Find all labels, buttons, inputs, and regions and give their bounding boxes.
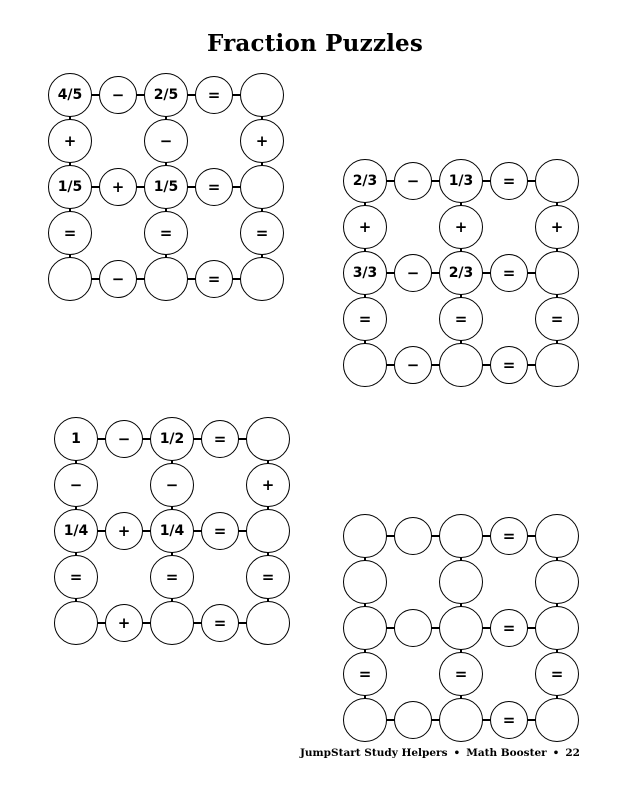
answer-circle[interactable] xyxy=(246,417,290,461)
operator-circle: − xyxy=(99,260,137,298)
operator-circle: = xyxy=(201,604,239,642)
operator-circle: = xyxy=(201,420,239,458)
answer-circle[interactable] xyxy=(535,698,579,742)
answer-circle[interactable] xyxy=(240,73,284,117)
fraction-circle: 1 xyxy=(54,417,98,461)
answer-circle[interactable] xyxy=(144,257,188,301)
fraction-circle: 4/5 xyxy=(48,73,92,117)
fraction-circle: 1/5 xyxy=(144,165,188,209)
operator-circle: − xyxy=(54,463,98,507)
operator-circle: + xyxy=(535,205,579,249)
answer-circle[interactable] xyxy=(439,560,483,604)
operator-circle: + xyxy=(439,205,483,249)
operator-circle: = xyxy=(490,609,528,647)
answer-circle[interactable] xyxy=(343,698,387,742)
operator-circle: + xyxy=(343,205,387,249)
fraction-puzzle-bottom-left xyxy=(54,417,290,645)
operator-circle: = xyxy=(195,260,233,298)
operator-circle: + xyxy=(240,119,284,163)
answer-circle[interactable] xyxy=(439,343,483,387)
operator-circle: − xyxy=(99,76,137,114)
operator-circle: + xyxy=(105,604,143,642)
answer-circle[interactable] xyxy=(394,701,432,739)
footer-book: Math Booster xyxy=(466,747,547,759)
answer-circle[interactable] xyxy=(535,251,579,295)
answer-circle[interactable] xyxy=(54,601,98,645)
operator-circle: = xyxy=(490,162,528,200)
operator-circle: = xyxy=(439,652,483,696)
operator-circle: − xyxy=(394,346,432,384)
operator-circle: − xyxy=(394,162,432,200)
fraction-circle: 2/3 xyxy=(343,159,387,203)
fraction-circle: 1/4 xyxy=(54,509,98,553)
fraction-circle: 3/3 xyxy=(343,251,387,295)
answer-circle[interactable] xyxy=(394,609,432,647)
operator-circle: − xyxy=(105,420,143,458)
footer-series: JumpStart Study Helpers xyxy=(299,747,448,759)
operator-circle: = xyxy=(150,555,194,599)
operator-circle: = xyxy=(490,254,528,292)
fraction-circle: 1/3 xyxy=(439,159,483,203)
operator-circle: = xyxy=(343,652,387,696)
answer-circle[interactable] xyxy=(150,601,194,645)
operator-circle: = xyxy=(240,211,284,255)
page-footer xyxy=(300,747,580,759)
answer-circle[interactable] xyxy=(240,257,284,301)
operator-circle: = xyxy=(490,701,528,739)
footer-separator: • xyxy=(552,747,560,759)
answer-circle[interactable] xyxy=(439,606,483,650)
answer-circle[interactable] xyxy=(343,343,387,387)
answer-circle[interactable] xyxy=(246,509,290,553)
answer-circle[interactable] xyxy=(535,606,579,650)
operator-circle: = xyxy=(54,555,98,599)
operator-circle: − xyxy=(144,119,188,163)
answer-circle[interactable] xyxy=(394,517,432,555)
operator-circle: = xyxy=(48,211,92,255)
fraction-circle: 1/5 xyxy=(48,165,92,209)
operator-circle: − xyxy=(150,463,194,507)
answer-circle[interactable] xyxy=(535,560,579,604)
operator-circle: = xyxy=(195,168,233,206)
operator-circle: = xyxy=(144,211,188,255)
answer-circle[interactable] xyxy=(240,165,284,209)
footer-separator: • xyxy=(453,747,461,759)
operator-circle: − xyxy=(394,254,432,292)
operator-circle: = xyxy=(343,297,387,341)
operator-circle: = xyxy=(439,297,483,341)
footer-page-number: 22 xyxy=(565,747,580,759)
answer-circle[interactable] xyxy=(439,514,483,558)
answer-circle[interactable] xyxy=(343,606,387,650)
fraction-circle: 2/3 xyxy=(439,251,483,295)
answer-circle[interactable] xyxy=(48,257,92,301)
answer-circle[interactable] xyxy=(246,601,290,645)
page-title: Fraction Puzzles xyxy=(206,30,424,57)
operator-circle: + xyxy=(105,512,143,550)
fraction-puzzle-bottom-right xyxy=(343,514,579,742)
answer-circle[interactable] xyxy=(439,698,483,742)
answer-circle[interactable] xyxy=(535,514,579,558)
operator-circle: = xyxy=(201,512,239,550)
answer-circle[interactable] xyxy=(343,514,387,558)
fraction-circle: 1/2 xyxy=(150,417,194,461)
operator-circle: = xyxy=(246,555,290,599)
answer-circle[interactable] xyxy=(535,159,579,203)
operator-circle: + xyxy=(246,463,290,507)
operator-circle: + xyxy=(99,168,137,206)
fraction-puzzle-top-right xyxy=(343,159,579,387)
operator-circle: = xyxy=(490,346,528,384)
fraction-circle: 2/5 xyxy=(144,73,188,117)
operator-circle: = xyxy=(535,297,579,341)
fraction-circle: 1/4 xyxy=(150,509,194,553)
operator-circle: = xyxy=(195,76,233,114)
answer-circle[interactable] xyxy=(535,343,579,387)
operator-circle: = xyxy=(535,652,579,696)
fraction-puzzle-top-left xyxy=(48,73,284,301)
operator-circle: = xyxy=(490,517,528,555)
answer-circle[interactable] xyxy=(343,560,387,604)
operator-circle: + xyxy=(48,119,92,163)
